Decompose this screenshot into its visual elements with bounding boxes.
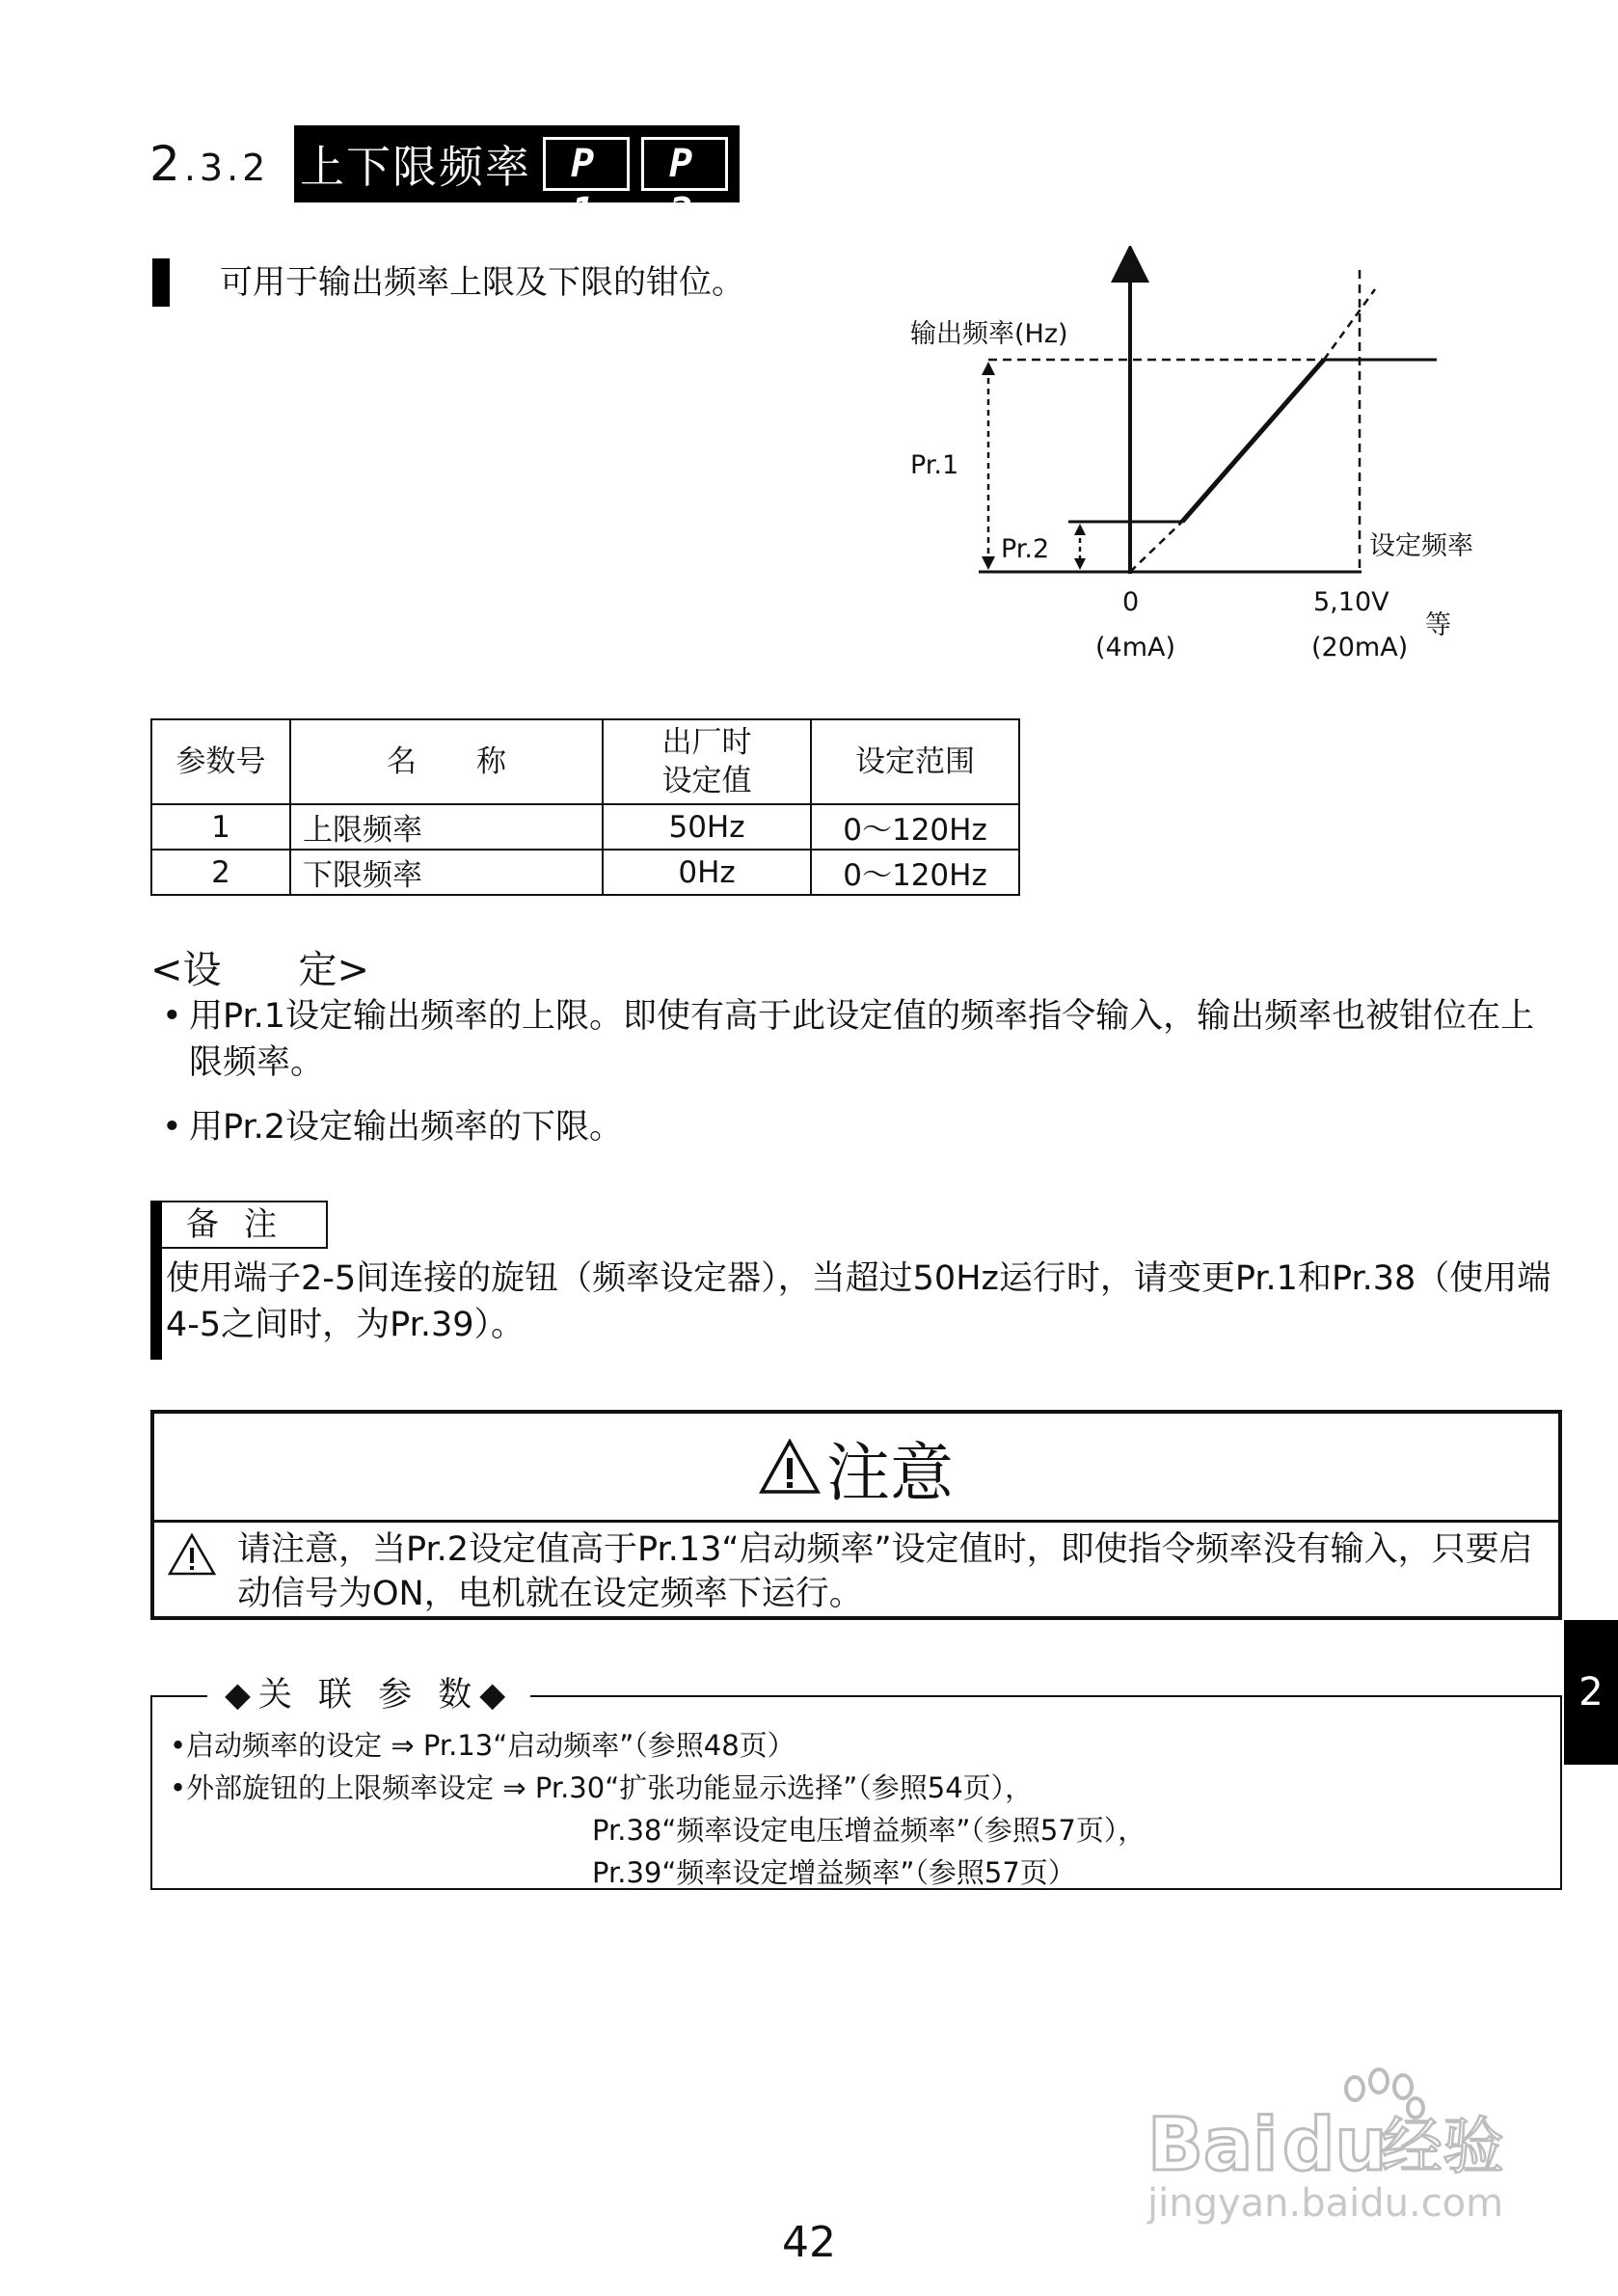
section-major: 2 <box>149 136 184 192</box>
pr1-label: Pr.1 <box>910 450 959 480</box>
parameter-table <box>150 718 1020 896</box>
caution-body <box>168 1527 1547 1616</box>
table-row <box>151 804 1019 850</box>
caution-title: 注意 <box>826 1435 954 1510</box>
x-tick-max: 5,10V <box>1313 587 1389 617</box>
cell-range: 0～120Hz <box>811 804 1019 850</box>
watermark-brand: Bai <box>1147 2101 1279 2187</box>
related-line: •外部旋钮的上限频率设定 ⇒ Pr.30“扩张功能显示选择”（参照54页）， <box>170 1771 1034 1804</box>
section-number <box>149 135 269 197</box>
bullet-dot: • <box>162 1108 182 1147</box>
bullet-dot: • <box>162 997 182 1036</box>
pr2-label: Pr.2 <box>1001 534 1050 564</box>
param-code-p2: P 2 <box>641 137 728 191</box>
intro-marker-bar <box>152 258 170 307</box>
frequency-limit-graph <box>897 246 1514 680</box>
section-title-box <box>294 125 740 234</box>
settings-bullet-2 <box>162 1104 1560 1150</box>
header-param-no: 参数号 <box>151 719 290 804</box>
related-params-title: ◆关 联 参 数◆ <box>207 1674 530 1716</box>
cell-default: 0Hz <box>603 850 811 895</box>
caution-box <box>150 1410 1562 1620</box>
caution-header <box>154 1414 1558 1523</box>
remark-marker-bar <box>150 1201 162 1360</box>
param-code-p1: P 1 <box>543 137 630 191</box>
y-axis-label: 输出频率(Hz) <box>910 319 1068 349</box>
header-name: 名 称 <box>290 719 603 804</box>
remark-text: 使用端子2-5间连接的旋钮（频率设定器），当超过50Hz运行时，请变更Pr.1和Pr.38（使用端4-5之间时，为Pr.39）。 <box>166 1259 1551 1344</box>
header-default: 出厂时 设定值 <box>603 719 811 804</box>
table-header-row <box>151 719 1019 804</box>
ramp-dashed-lower <box>1130 522 1182 572</box>
watermark-brand2: du <box>1282 2101 1388 2187</box>
x-tick-zero: 0 <box>1122 587 1140 617</box>
bullet-text: 用Pr.2设定输出频率的下限。 <box>189 1108 624 1147</box>
x-etc-label: 等 <box>1425 610 1451 640</box>
cell-range: 0～120Hz <box>811 850 1019 895</box>
settings-heading: <设 定> <box>150 948 370 992</box>
related-line: Pr.38“频率设定电压增益频率”（参照57页）， <box>592 1814 1146 1847</box>
baidu-watermark <box>1138 2064 1543 2228</box>
bullet-text: 用Pr.1设定输出频率的上限。即使有高于此设定值的频率指令输入，输出频率也被钳位在上限频率。 <box>189 997 1535 1082</box>
watermark-cn: 经验 <box>1381 2112 1504 2183</box>
ramp-dashed-upper <box>1324 289 1375 360</box>
settings-bullet-1 <box>162 993 1560 1086</box>
chapter-tab: 2 <box>1564 1620 1618 1765</box>
section-title: 上下限频率 <box>300 141 531 193</box>
remark-label: 备注 <box>162 1201 328 1249</box>
warning-triangle-icon <box>168 1533 216 1576</box>
x-axis-label: 设定频率 <box>1369 531 1473 561</box>
watermark-url: jingyan.baidu.com <box>1147 2181 1504 2226</box>
header-range: 设定范围 <box>811 719 1019 804</box>
cell-param-no: 2 <box>151 850 290 895</box>
intro-text: 可用于输出频率上限及下限的钳位。 <box>220 263 744 302</box>
x-tick-max-sub: (20mA) <box>1311 633 1409 662</box>
page-number: 42 <box>782 2218 836 2267</box>
x-tick-zero-sub: (4mA) <box>1095 633 1176 662</box>
table-row <box>151 850 1019 895</box>
related-line: •启动频率的设定 ⇒ Pr.13“启动频率”（参照48页） <box>170 1729 796 1762</box>
cell-default: 50Hz <box>603 804 811 850</box>
related-line: Pr.39“频率设定增益频率”（参照57页） <box>592 1856 1076 1889</box>
warning-triangle-icon <box>759 1439 821 1495</box>
cell-param-no: 1 <box>151 804 290 850</box>
section-minor: .3.2 <box>183 147 270 189</box>
caution-text: 请注意，当Pr.2设定值高于Pr.13“启动频率”设定值时，即使指令频率没有输入，只要启动信号为ON，电机就在设定频率下运行。 <box>237 1530 1533 1613</box>
cell-name: 下限频率 <box>290 850 603 895</box>
cell-name: 上限频率 <box>290 804 603 850</box>
output-ramp-line <box>1182 360 1324 522</box>
